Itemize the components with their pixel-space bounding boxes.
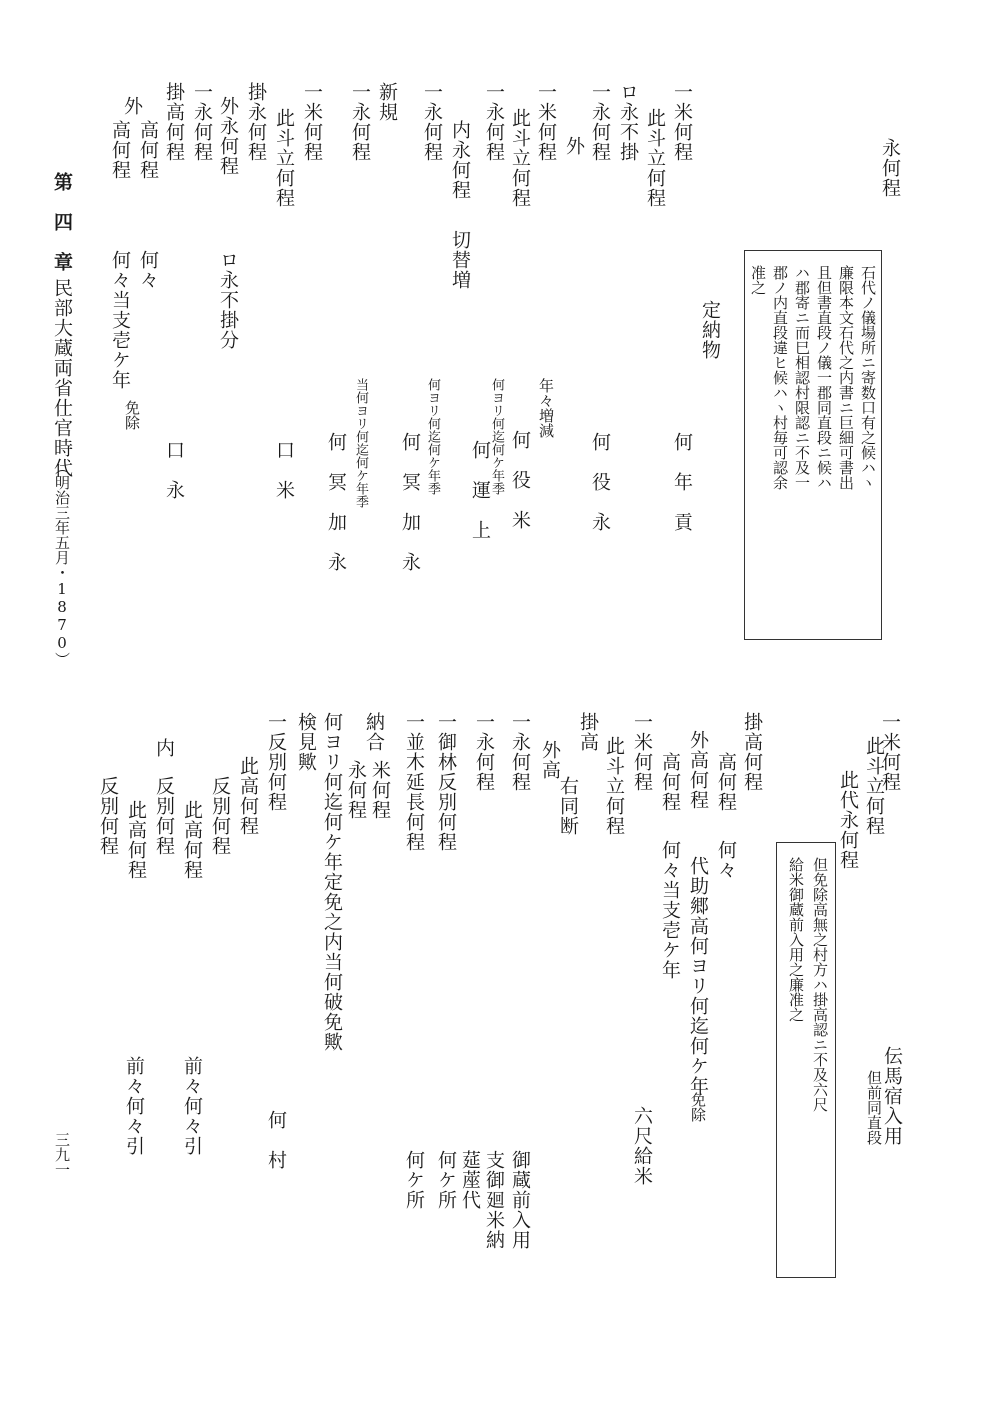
text-column: 御蔵前入用 — [509, 1150, 531, 1250]
text-column: 定納物 — [699, 300, 721, 360]
text-column: 此高何程 — [181, 800, 203, 880]
text-column: 免除 — [689, 1092, 707, 1122]
text-column: 但前同直段 — [865, 1070, 883, 1145]
text-column: 此斗立何程 — [863, 736, 885, 836]
text-column: 年々増減 — [537, 378, 555, 438]
text-column: 外 — [563, 136, 585, 156]
text-column: 何ケ所 — [435, 1150, 457, 1210]
box-line: ハ郡寄ニ而巳相認村限認ニ不及一 — [793, 265, 811, 490]
annotation-box — [776, 842, 836, 1278]
text-column: 掛高何程 — [163, 82, 185, 162]
text-column: 反別何程 — [209, 776, 231, 856]
text-column: 内 — [153, 738, 175, 758]
text-column: 一永何程 — [349, 82, 371, 162]
text-column: 検見歟 — [295, 712, 317, 772]
text-column: 莚蓙代 — [459, 1150, 481, 1210]
text-column: 一永何程 — [509, 712, 531, 792]
text-column: 新規 — [376, 82, 398, 122]
text-column: 免除 — [123, 400, 141, 430]
text-column: 外 — [121, 96, 143, 116]
text-column: 伝馬宿入用 — [881, 1046, 903, 1146]
text-column: 此斗立何程 — [273, 108, 295, 208]
text-column: 外高何程 — [687, 730, 709, 810]
text-column: 一米何程 — [301, 82, 323, 162]
text-column: 此斗立何程 — [603, 736, 625, 836]
text-column: 高何程 — [109, 120, 131, 180]
text-column: 掛高何程 — [741, 712, 763, 792]
text-column: 何々当支壱ケ年 — [659, 840, 681, 980]
text-column: 前々何々引 — [123, 1056, 145, 1156]
text-column: 一永何程 — [191, 82, 213, 162]
text-column: 此代永何程 — [837, 770, 859, 870]
text-column: 此斗立何程 — [644, 108, 666, 208]
text-column: 一御林反別何程 — [435, 712, 457, 852]
box-line: 石代ノ儀場所ニ寄数口有之候ハヽ — [859, 265, 877, 490]
text-column: 何 役 米 — [509, 430, 531, 530]
box-line: 給米御蔵前入用之廉准之 — [787, 857, 805, 1022]
text-column: 納合 — [363, 712, 385, 752]
text-column: 永何程 — [345, 760, 367, 820]
text-column: 一永何程 — [421, 82, 443, 162]
text-column: 何 冥 加 永 — [399, 432, 421, 572]
text-column: ロ永不掛分 — [217, 250, 239, 350]
text-column: 口 永 — [163, 440, 185, 500]
text-column: 高何程 — [659, 752, 681, 812]
annotation-box — [744, 250, 882, 640]
text-column: 切替増 — [449, 230, 471, 290]
page-number: 三九一 — [53, 1132, 71, 1177]
text-column: 一永何程 — [589, 82, 611, 162]
text-column: 何 運 上 — [469, 440, 491, 540]
text-column: 反別何程 — [97, 776, 119, 856]
text-column: 一米何程 — [631, 712, 653, 792]
text-column: 何 役 永 — [589, 432, 611, 532]
text-column: 何 冥 加 永 — [325, 432, 347, 572]
text-column: 永何程 — [879, 138, 901, 198]
text-column: 此高何程 — [125, 800, 147, 880]
text-column: 口 米 — [273, 440, 295, 500]
text-column: ロ永不掛 — [617, 82, 639, 162]
text-column: 米何程 — [369, 760, 391, 820]
text-column: 掛永何程 — [245, 82, 267, 162]
text-column: 何ヨリ何迄何ケ年季 — [489, 378, 504, 495]
text-column: 当何ヨリ何迄何ケ年季 — [353, 378, 368, 508]
text-column: 何々当支壱ケ年 — [109, 250, 131, 390]
text-column: 何 村 — [265, 1110, 287, 1170]
text-column: 一米何程 — [671, 82, 693, 162]
text-column: 一反別何程 — [265, 712, 287, 812]
text-column: 右同断 — [557, 776, 579, 836]
text-column: 何ケ所 — [403, 1150, 425, 1210]
text-column: 外永何程 — [217, 96, 239, 176]
chapter-heading: 第 四 章 — [51, 172, 73, 272]
text-column: 掛高 — [577, 712, 599, 752]
text-column: 一米何程 — [879, 712, 901, 792]
box-line: 且但書直段ノ儀一郡同直段ニ候ハ — [815, 265, 833, 490]
text-column: 此高何程 — [237, 756, 259, 836]
text-column: 何々 — [137, 250, 159, 290]
text-column: 何々 — [715, 840, 737, 880]
box-line: 郡ノ内直段違ヒ候ハヽ村毎可認余 — [771, 265, 789, 490]
text-column: 代助郷高何ヨリ何迄何ケ年 — [687, 856, 709, 1096]
running-date: （明治三年五月・1870） — [53, 460, 71, 667]
box-line: 准之 — [749, 265, 767, 295]
text-column: 何 年 貢 — [671, 432, 693, 532]
text-column: 一永何程 — [473, 712, 495, 792]
running-title: 民部大蔵両省仕官時代 — [51, 278, 73, 478]
text-column: 此斗立何程 — [509, 108, 531, 208]
text-column: 内永何程 — [449, 120, 471, 200]
text-column: 高何程 — [715, 752, 737, 812]
text-column: 一永何程 — [483, 82, 505, 162]
text-column: 何ヨリ何迄何ケ年定免之内当何破免歟 — [321, 712, 343, 1052]
text-column: 何ヨリ何迄何ケ年季 — [425, 378, 440, 495]
text-column: 反別何程 — [153, 776, 175, 856]
text-column: 前々何々引 — [181, 1056, 203, 1156]
text-column: 支御廻米納 — [483, 1150, 505, 1250]
box-line: 廉限本文石代之内書ニ巨細可書出 — [837, 265, 855, 490]
text-column: 高何程 — [137, 120, 159, 180]
text-column: 六尺給米 — [631, 1106, 653, 1186]
text-column: 外高 — [539, 740, 561, 780]
box-line: 但免除高無之村方ハ掛高認ニ不及六尺 — [811, 857, 829, 1112]
text-column: 一並木延長何程 — [403, 712, 425, 852]
text-column: 一米何程 — [535, 82, 557, 162]
